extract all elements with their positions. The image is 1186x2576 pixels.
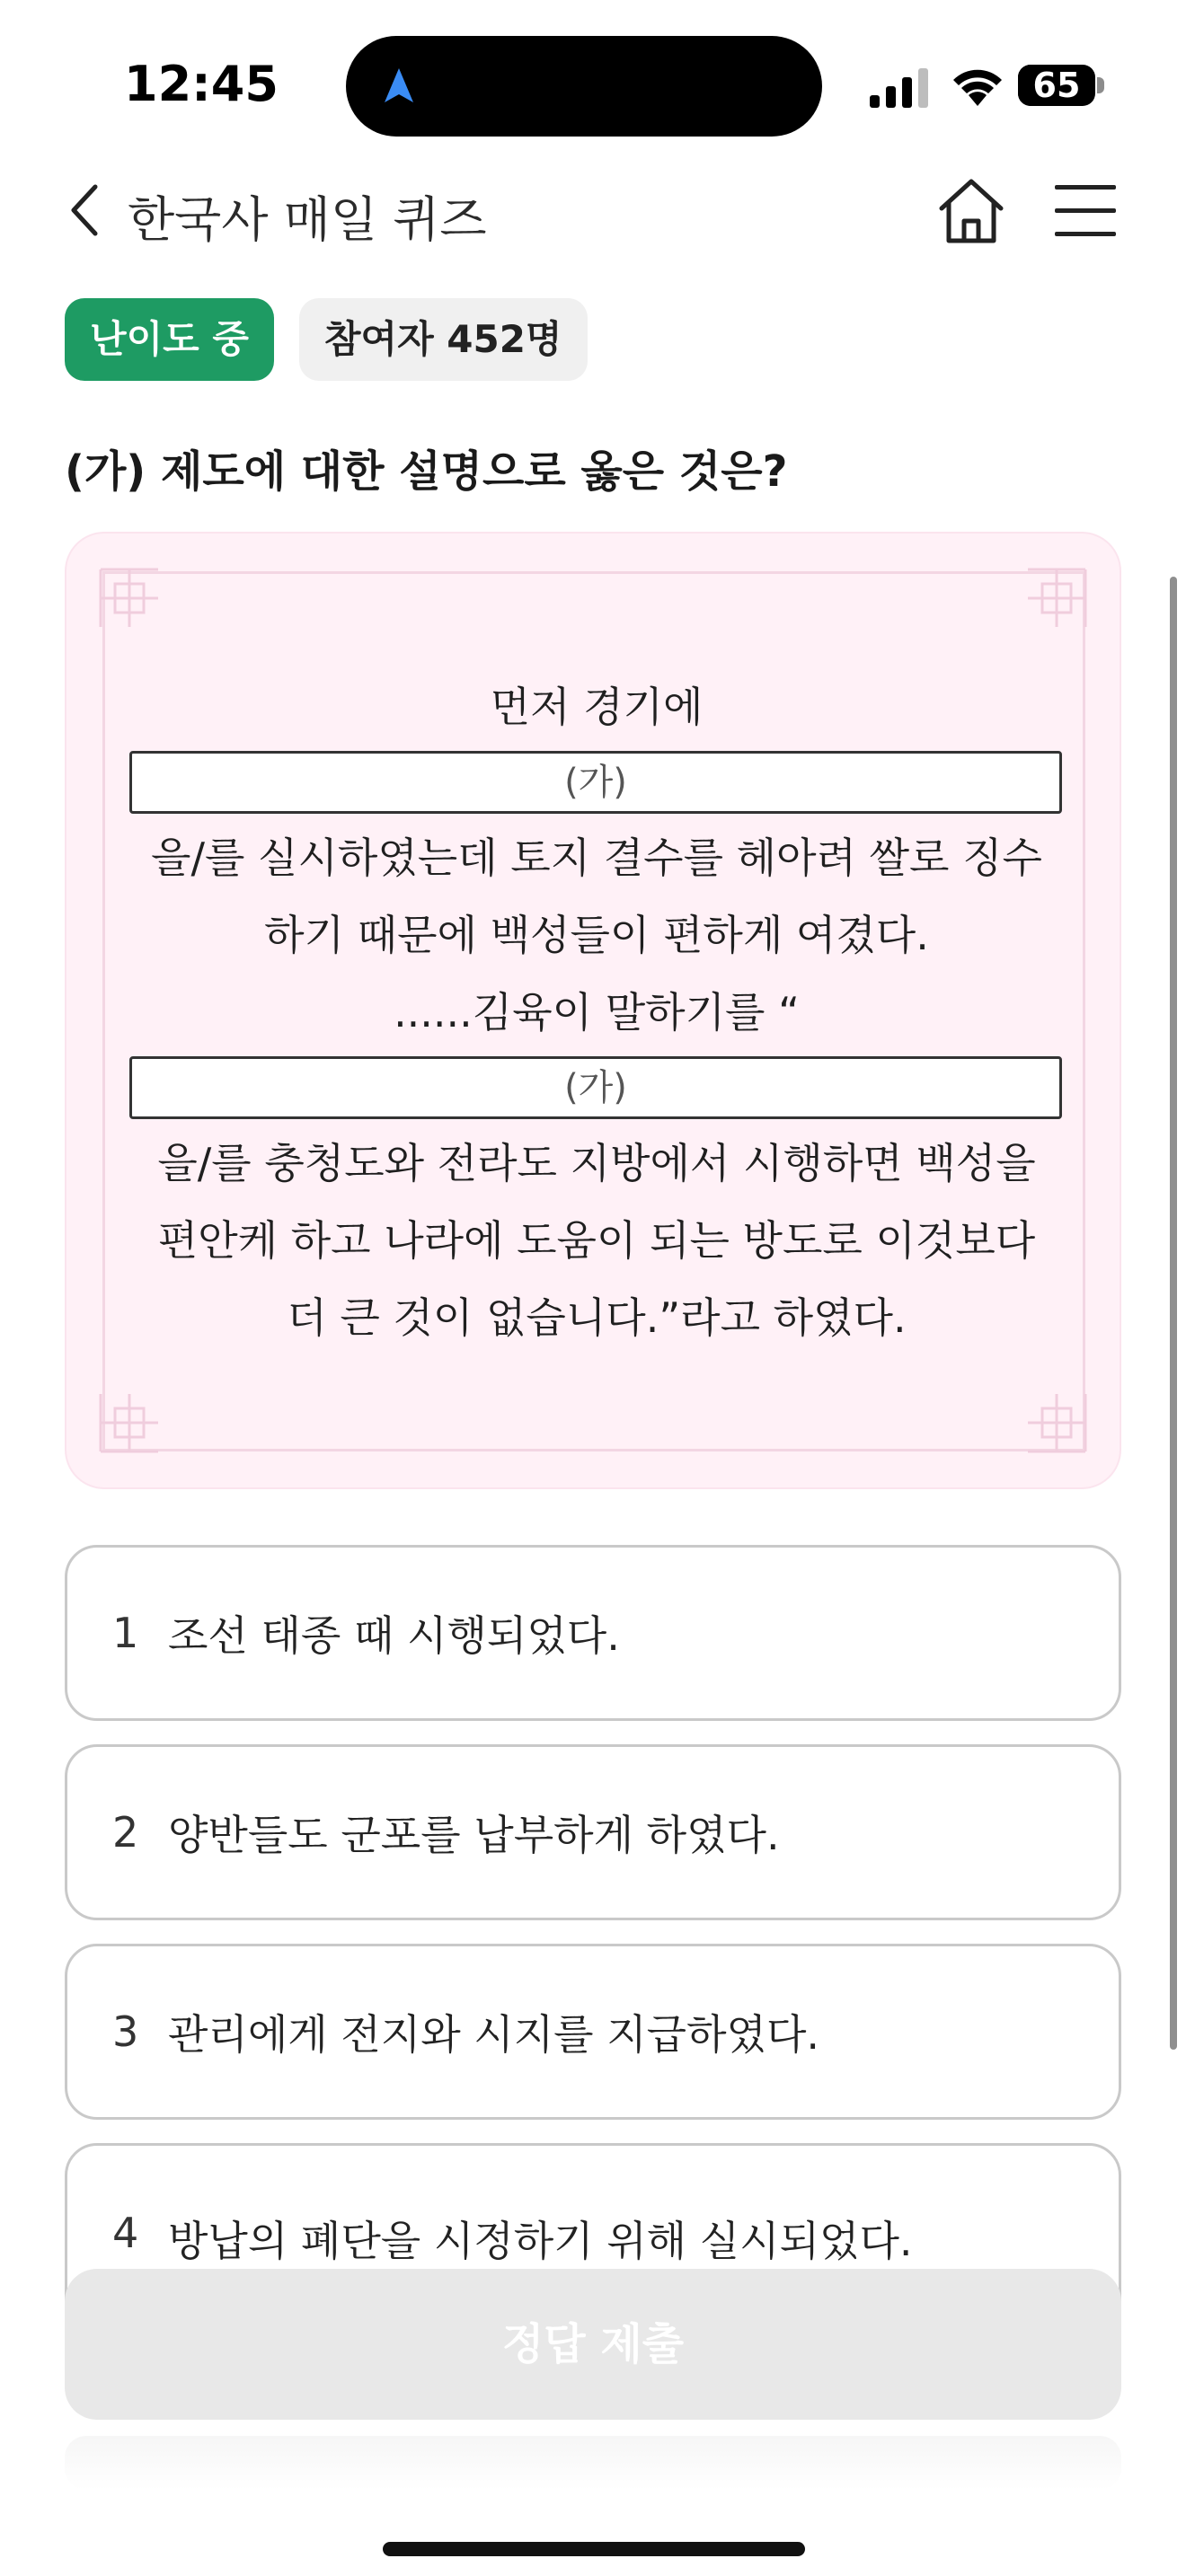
chevron-left-icon (66, 181, 102, 239)
corner-ornament-icon (1022, 1389, 1091, 1457)
source-line: 을/를 충청도와 전라도 지방에서 시행하면 백성을 편안케 하고 나라에 도움이 되는 방도로 이것보다 더 큰 것이 없습니다.”라고 하였다. (157, 1139, 1036, 1342)
source-passage (65, 532, 1121, 1489)
hamburger-menu-icon[interactable] (1053, 180, 1118, 243)
blank-box: (가) (129, 751, 1062, 814)
blank-box: (가) (129, 1056, 1062, 1119)
home-icon[interactable] (934, 174, 1008, 248)
scrollbar[interactable] (1170, 577, 1177, 2050)
option-number: 3 (112, 2007, 139, 2056)
option-text: 방납의 폐단을 시정하기 위해 실시되었다. (168, 2217, 913, 2265)
option-text: 양반들도 군포를 납부하게 하였다. (168, 1811, 780, 1859)
question-text: (가) 제도에 대한 설명으로 옳은 것은? (65, 446, 788, 497)
option-number: 1 (112, 1609, 139, 1657)
corner-ornament-icon (95, 564, 164, 632)
option-number: 4 (112, 2209, 139, 2257)
source-line: ......김육이 말하기를 “ (394, 988, 800, 1037)
difficulty-badge: 난이도 중 (65, 298, 274, 381)
answer-option-2[interactable] (65, 1744, 1121, 1920)
battery-percent: 65 (1032, 66, 1081, 105)
quiz-badges (65, 298, 588, 381)
back-button[interactable] (58, 174, 111, 246)
corner-ornament-icon (1022, 564, 1091, 632)
source-line: 먼저 경기에 (490, 683, 704, 731)
corner-ornament-icon (95, 1389, 164, 1457)
status-bar (0, 0, 1186, 153)
answer-option-1[interactable] (65, 1545, 1121, 1721)
cellular-signal-icon (870, 68, 929, 108)
source-line: 을/를 실시하였는데 토지 결수를 헤아려 쌀로 징수하기 때문에 백성들이 편하게 여겼다. (151, 834, 1042, 959)
battery-icon (1018, 65, 1104, 108)
page-title: 한국사 매일 퀴즈 (128, 191, 487, 248)
answer-option-3[interactable] (65, 1944, 1121, 2120)
app-header (0, 162, 1186, 260)
wifi-icon (951, 65, 1005, 108)
submit-answer-button[interactable]: 정답 제출 (65, 2269, 1121, 2420)
navigation-arrow-icon (377, 65, 420, 108)
status-time: 12:45 (124, 56, 279, 112)
home-indicator[interactable] (383, 2542, 805, 2556)
participants-badge: 참여자 452명 (299, 298, 588, 381)
bottom-fade (65, 2436, 1121, 2490)
source-text (147, 668, 1046, 1356)
option-text: 관리에게 전지와 시지를 지급하였다. (168, 2010, 820, 2059)
option-number: 2 (112, 1808, 139, 1857)
option-text: 조선 태종 때 시행되었다. (168, 1611, 620, 1660)
